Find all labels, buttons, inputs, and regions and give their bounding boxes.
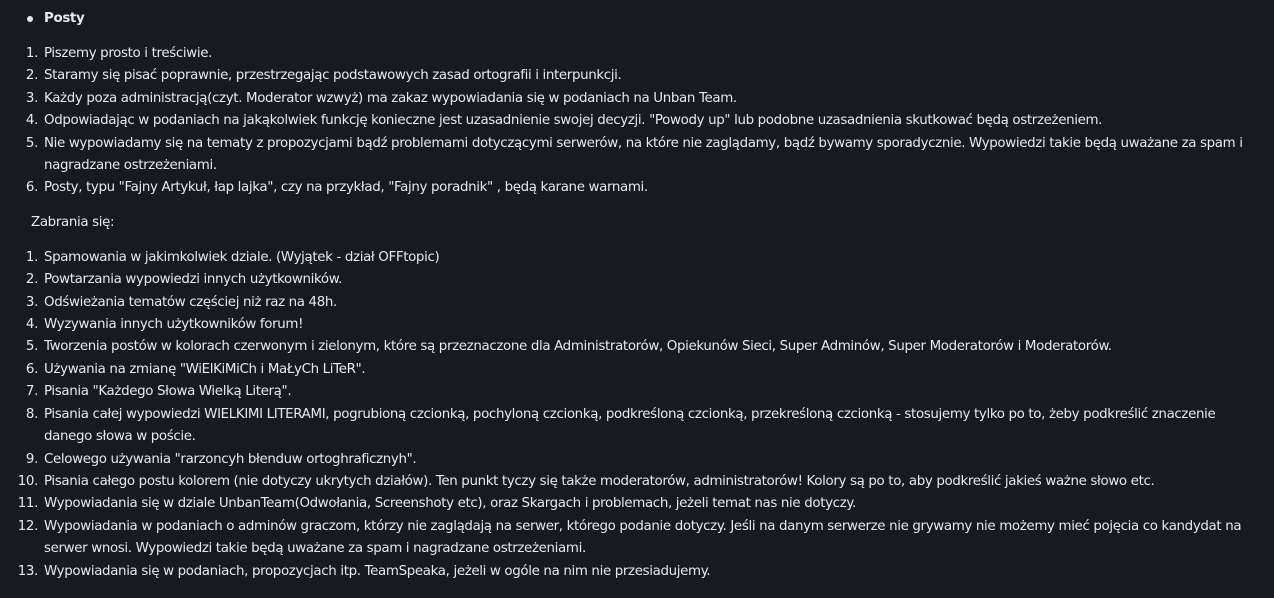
list-item: [0, 43, 1274, 65]
list-item: [0, 404, 1274, 449]
list-item-number: 1.: [25, 46, 38, 61]
list-item-text: Pisania całej wypowiedzi WIELKIMI LITERAMI, pogrubioną czcionką, pochyloną czcionką, podkreśloną czcionką, przekreśloną czcionką - stosujemy tylko po to, żeby podkreślić znaczenie danego słowa w poście.: [44, 406, 1216, 445]
section-heading: [0, 8, 1274, 30]
rules-list: [0, 43, 1274, 200]
heading-text: Posty: [44, 11, 85, 26]
list-item-number: 13.: [17, 563, 38, 579]
list-item-text: Nie wypowiadamy się na tematy z propozycjami bądź problemami dotyczącymi serwerów, na które nie zaglądamy, bądź bywamy sporadycznie. Wypowiedzi takie będą uważane za spam i nagradzane ostrzeżeniami.: [44, 135, 1243, 174]
list-item-number: 5.: [25, 135, 38, 151]
list-item-number: 4.: [25, 317, 38, 333]
list-item-text: Wyzywania innych użytkowników forum!: [44, 317, 304, 333]
list-item: [0, 516, 1274, 561]
list-item: [0, 110, 1274, 132]
list-item-number: 1.: [25, 249, 38, 265]
list-item-number: 5.: [25, 339, 38, 355]
list-item-text: Pisania całego postu kolorem (nie dotyczy ukrytych działów). Ten punkt tyczy się także moderatorów, administratorów! Kolory są po to, aby podkreślić jakieś ważne słowo etc.: [44, 473, 1155, 489]
list-item-number: 3.: [25, 294, 38, 310]
list-item-text: Odświeżania tematów częściej niż raz na 48h.: [44, 294, 337, 310]
list-item-number: 10.: [17, 473, 38, 489]
list-item-text: Staramy się pisać poprawnie, przestrzegając podstawowych zasad ortografii i interpunkcji.: [44, 68, 622, 84]
list-item-text: Posty, typu "Fajny Artykuł, łap lajka", czy na przykład, "Fajny poradnik" , będą karane warnami.: [44, 180, 648, 196]
list-item: [0, 292, 1274, 314]
list-item-number: 11.: [17, 496, 38, 512]
list-item: [0, 493, 1274, 515]
list-item-text: Odpowiadając w podaniach na jakąkolwiek funkcję konieczne jest uzasadnienie swojej decyzji. "Powody up" lub podobne uzasadnienia skutkować będą ostrzeżeniem.: [44, 113, 1103, 129]
list-item: [0, 314, 1274, 336]
list-item: [0, 359, 1274, 381]
list-item-number: 2.: [25, 68, 38, 84]
list-item-text: Każdy poza administracją(czyt. Moderator wzwyż) ma zakaz wypowiadania się w podaniach na Unban Team.: [44, 90, 737, 106]
list-item-text: Piszemy prosto i treściwie.: [44, 46, 213, 61]
list-item-number: 4.: [25, 113, 38, 129]
list-item: [0, 381, 1274, 403]
list-item: [0, 471, 1274, 493]
list-item-number: 6.: [25, 180, 38, 196]
list-item-number: 12.: [17, 518, 38, 534]
list-item-text: Wypowiadania się w podaniach, propozycjach itp. TeamSpeaka, jeżeli w ogóle na nim nie przesiadujemy.: [44, 563, 711, 579]
list-item-text: Celowego używania "rarzoncyh błenduw ortoghraficznyh".: [44, 451, 417, 467]
bullet-icon: [27, 16, 33, 22]
list-item-text: Tworzenia postów w kolorach czerwonym i zielonym, które są przeznaczone dla Administratorów, Opiekunów Sieci, Super Adminów, Super Moderatorów i Moderatorów.: [44, 339, 1112, 355]
list-item-text: Pisania "Każdego Słowa Wielką Literą".: [44, 384, 292, 400]
list-item: [0, 133, 1274, 178]
list-item-number: 2.: [25, 272, 38, 288]
list-item: [0, 247, 1274, 269]
list-item-number: 9.: [25, 451, 38, 467]
list-item: [0, 88, 1274, 110]
list-item-number: 3.: [25, 90, 38, 106]
list-item-number: 8.: [25, 406, 38, 422]
list-item: [0, 336, 1274, 358]
list-item-text: Używania na zmianę "WiElKiMiCh i MaŁyCh LiTeR".: [44, 361, 366, 377]
list-item: [0, 65, 1274, 87]
prohibited-list: [0, 247, 1274, 583]
list-item-text: Wypowiadania się w dziale UnbanTeam(Odwołania, Screenshoty etc), oraz Skargach i problemach, jeżeli temat nas nie dotyczy.: [44, 496, 856, 512]
list-item: [0, 561, 1274, 583]
list-item-text: Wypowiadania w podaniach o adminów graczom, którzy nie zaglądają na serwer, którego podanie dotyczy. Jeśli na danym serwerze nie grywamy nie możemy mieć pojęcia co kandydat na serwer wnosi. Wypowiedzi takie będą uważane za spam i nagradzane ostrzeżeniami.: [44, 518, 1242, 557]
list-item-text: Powtarzania wypowiedzi innych użytkowników.: [44, 272, 343, 288]
list-item-number: 7.: [25, 384, 38, 400]
list-item: [0, 177, 1274, 199]
list-item-text: Spamowania w jakimkolwiek dziale. (Wyjątek - dział OFFtopic): [44, 249, 440, 265]
list-item: [0, 449, 1274, 471]
list-item-number: 6.: [25, 361, 38, 377]
list-item: [0, 269, 1274, 291]
prohibited-title: Zabrania się:: [31, 214, 115, 230]
